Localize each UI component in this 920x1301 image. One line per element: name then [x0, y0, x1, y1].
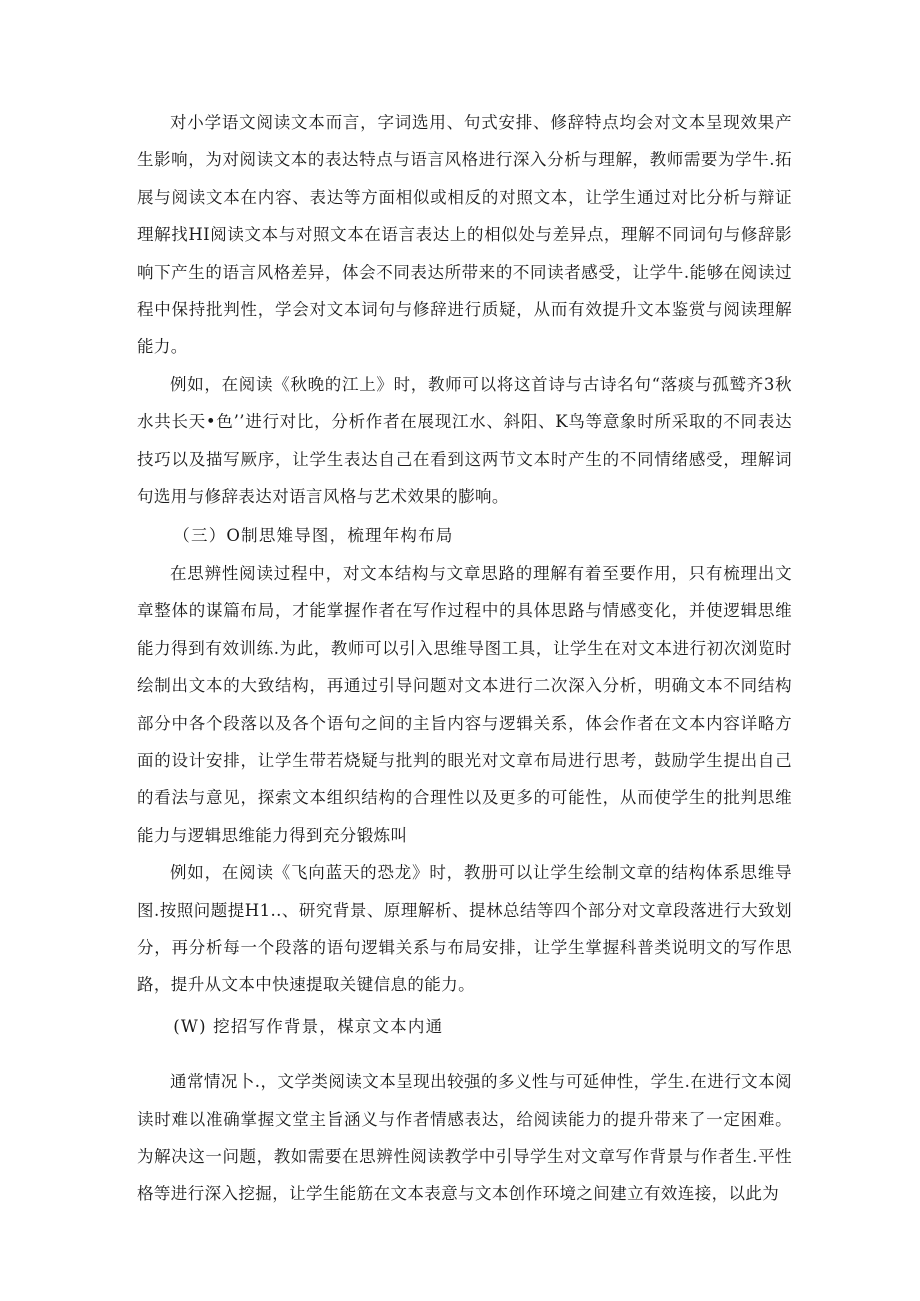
paragraph-mind-map: 在思辨性阅读过程中，对文本结构与文章思路的理解有着至要作用，只有梳理出文章整体的谋篇布局，才能掌握作者在写作过程中的具体思路与情感变化，并使逻辑思维能力得到有效训练.为此，教师可以引入思维导图工具，让学生在对文本进行初次浏览时绘制出文本的大致结构，再通过引导问题对文本进行二次深入分析，明确文本不同结构部分中各个段落以及各个语句之间的主旨内容与逻辑关系，体会作者在文本内容详略方面的设计安排，让学生带若烧疑与批判的眼光对文章布局进行思考，鼓励学生提出自己的看法与意见，探索文本组织结构的合理性以及更多的可能性，从而使学生的批判思维能力与逻辑思维能力得到充分锻炼叫: [137, 563, 792, 845]
paragraph-background: 通常情况卜.，文学类阅读文本呈现出较强的多义性与可延伸性，学生.在进行文本阅读时难以准确掌握文堂主旨涵义与作者情感表达，给阅读能力的提升带来了一定困难。为解决这一问题，教如需要在思辨性阅读教学中引导学生对文章写作背景与作者生.平性格等进行深入挖掘，让学生能筋在文本表意与文本创作环境之间建立有效连接，以此为: [137, 1072, 792, 1204]
paragraph-poem-example: 例如，在阅读《秋晚的江上》时，教师可以将这首诗与古诗名句“落痰与孤鹫齐3秋水共长天•色’’进行对比，分析作者在展现江水、斜阳、K鸟等意象时所采取的不同表达技巧以及描写厥序，让学生表达自己在看到这两节文本时产生的不同情绪感受，理解词句选用与修辞表达对语言风格与艺术效果的膨响。: [137, 374, 792, 507]
section-heading-background: (W) 挖招写作背景，楳京文本内通: [173, 1016, 444, 1036]
paragraph-dinosaur-example: 例如，在阅读《飞向蓝天的恐龙》时，教册可以让学生绘制文章的结构体系思维导图.按照问题提H1..、研究背景、原理解析、提林总结等四个部分对文章段落进行大致划分，再分析每一个段落的语句逻辑关系与布局安排，让学生掌握科普类说明文的写作思路，提升从文本中快速提取关键信息的能力。: [137, 863, 792, 995]
paragraph-contrast-reading: 对小学语文阅读文本而言，字词选用、句式安排、修辞特点均会对文本呈现效果产生影响，为对阅读文本的表达特点与语言风格进行深入分析与理解，教师需要为学牛.拓展与阅读文本在内容、表达等方面相似或相反的对照文本，让学生通过对比分析与辩证理解找HI阅读文本与对照文本在语言表达上的相似处与差异点，理解不同词句与修辞影响下产生的语言风格差异，体会不同表达所带来的不同读者感受，让学牛.能够在阅读过程中保持批判性，学会对文本词句与修辞进行质疑，从而有效提升文本鉴赏与阅读理解能力。: [137, 113, 792, 357]
section-heading-mind-map: （三）O制思雉导图，梳理年构布局: [173, 526, 454, 546]
